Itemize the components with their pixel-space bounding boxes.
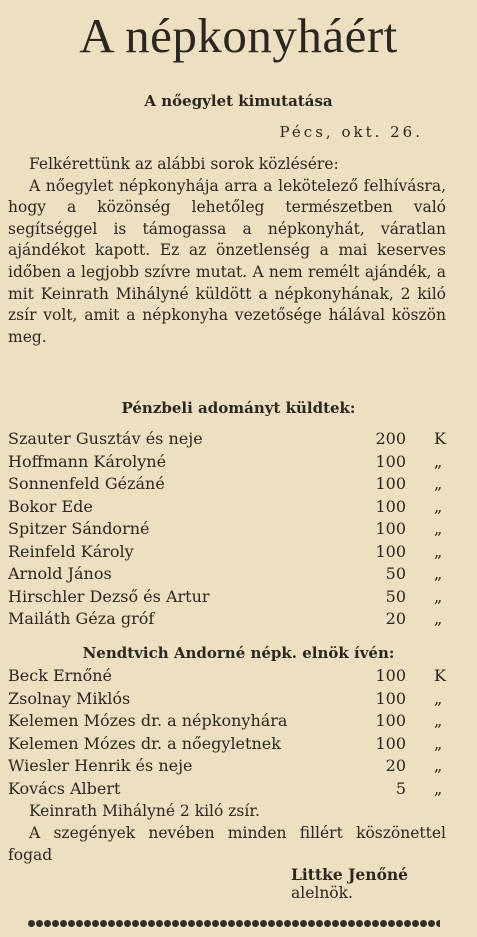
divider-dot — [204, 920, 211, 927]
divider-dot — [92, 920, 99, 927]
divider-dot — [148, 920, 155, 927]
donor-name: Wiesler Henrik és neje — [8, 756, 193, 775]
divider-dot — [332, 920, 339, 927]
donor-name: Mailáth Géza gróf — [8, 609, 155, 628]
divider-dot — [36, 920, 43, 927]
divider-dot — [284, 920, 291, 927]
divider-dot — [396, 920, 403, 927]
divider-dot — [188, 920, 195, 927]
donation-amount: 20 — [385, 756, 406, 775]
donor-name: Hirschler Dezső és Artur — [8, 586, 210, 606]
donor-name: Beck Ernőné — [8, 666, 113, 685]
donation-row — [8, 733, 454, 756]
divider-dot — [68, 920, 75, 927]
currency-mark: „ — [434, 586, 443, 606]
divider-dot — [356, 920, 363, 927]
donation-row — [8, 778, 454, 801]
divider-dot — [324, 920, 331, 927]
donation-amount: 20 — [385, 609, 406, 628]
currency-mark: „ — [434, 711, 443, 730]
currency-mark: „ — [434, 451, 443, 471]
divider-dot — [276, 920, 283, 927]
divider-dot — [76, 920, 83, 927]
divider-dot — [116, 920, 123, 927]
donation-amount: 100 — [375, 541, 406, 561]
cash-donations-list — [8, 428, 454, 631]
article-subtitle: A nőegylet kimutatása — [144, 92, 333, 110]
divider-dot — [372, 920, 379, 927]
divider-dot — [196, 920, 203, 927]
divider-dot — [380, 920, 387, 927]
donation-row — [8, 563, 454, 586]
divider-dot — [228, 920, 235, 927]
currency-mark: „ — [434, 756, 443, 775]
currency-mark: „ — [434, 609, 443, 628]
divider-dot — [244, 920, 251, 927]
divider-dot — [292, 920, 299, 927]
donation-row — [8, 755, 454, 778]
divider-dot — [124, 920, 131, 927]
currency-mark: „ — [434, 733, 443, 753]
signature-name: Littke Jenőné — [291, 865, 409, 884]
donor-name: Sonnenfeld Gézáné — [8, 474, 165, 493]
divider-dot — [268, 920, 275, 927]
donor-name: Reinfeld Károly — [8, 541, 134, 561]
divider-dot — [252, 920, 259, 927]
divider-dot — [28, 920, 35, 927]
donation-amount: 100 — [375, 711, 406, 730]
intro-paragraph: Felkérettünk az alábbi sorok közlésére: — [29, 155, 339, 173]
divider-dot — [100, 920, 107, 927]
divider-dot — [364, 920, 371, 927]
in-kind-donation: Keinrath Mihályné 2 kiló zsír. — [29, 802, 260, 820]
donation-row — [8, 518, 454, 541]
donation-amount: 100 — [375, 666, 406, 685]
divider-dot — [52, 920, 59, 927]
divider-dot — [412, 920, 419, 927]
donation-amount: 5 — [395, 778, 406, 798]
currency-mark: „ — [434, 496, 443, 516]
divider-dot — [132, 920, 139, 927]
divider-dot — [140, 920, 147, 927]
donation-row — [8, 688, 454, 711]
donation-amount: 200 — [375, 429, 406, 448]
donation-amount: 100 — [375, 474, 406, 493]
divider-dot — [348, 920, 355, 927]
divider-dot — [220, 920, 227, 927]
donor-name: Kelemen Mózes dr. a népkonyhára — [8, 711, 288, 730]
donor-name: Arnold János — [8, 564, 112, 583]
currency-mark: „ — [434, 688, 443, 708]
currency-mark: „ — [434, 564, 443, 583]
divider-dot — [60, 920, 67, 927]
divider-dot — [212, 920, 219, 927]
currency-mark: K — [434, 429, 446, 448]
divider-dot — [260, 920, 267, 927]
sheet-donations-list — [8, 665, 454, 800]
divider-dot — [420, 920, 427, 927]
currency-mark: „ — [434, 541, 443, 561]
donation-row — [8, 451, 454, 474]
donor-name: Bokor Ede — [8, 496, 93, 516]
donation-row — [8, 665, 454, 688]
ornamental-divider — [28, 918, 440, 928]
donation-row — [8, 710, 454, 733]
article-body — [8, 154, 446, 348]
currency-mark: K — [434, 666, 446, 685]
main-paragraph: A nőegylet népkonyhája arra a lekötelező felhívásra, hogy a közönség lehetőleg természetben való segítséggel is támogassa a népkonyhát, váratlan ajándékot kapott. Ez az önzetlenség a mai keserves időben a legjobb szívre mutat. A nem remélt ajándék, a mit Keinrath Mihályné küldött a népkonyhának, 2 kiló zsír volt, amit a népkonyha vezetősége hálával köszön meg. — [8, 176, 446, 346]
divider-dot — [84, 920, 91, 927]
divider-dot — [180, 920, 187, 927]
donor-name: Szauter Gusztáv és neje — [8, 429, 203, 448]
donation-amount: 50 — [385, 564, 406, 583]
donation-row — [8, 473, 454, 496]
divider-dot — [156, 920, 163, 927]
donation-row — [8, 496, 454, 519]
donation-row — [8, 541, 454, 564]
divider-dot — [300, 920, 307, 927]
signature-block — [291, 865, 408, 902]
donor-name: Kelemen Mózes dr. a nőegyletnek — [8, 733, 281, 753]
article-title: A népkonyháért — [79, 8, 398, 63]
divider-dot — [436, 920, 440, 927]
currency-mark: „ — [434, 778, 443, 798]
divider-dot — [340, 920, 347, 927]
currency-mark: „ — [434, 519, 443, 538]
donation-row — [8, 586, 454, 609]
donation-amount: 100 — [375, 496, 406, 516]
donation-row — [8, 608, 454, 631]
signature-role: alelnök. — [291, 884, 353, 902]
donation-row — [8, 428, 454, 451]
thanks-note: A szegények nevében minden fillért köszönettel fogad — [8, 824, 446, 864]
donor-name: Zsolnay Miklós — [8, 688, 131, 708]
divider-dot — [172, 920, 179, 927]
donation-amount: 100 — [375, 733, 406, 753]
donation-amount: 100 — [375, 688, 406, 708]
divider-dot — [164, 920, 171, 927]
divider-dot — [316, 920, 323, 927]
divider-dot — [44, 920, 51, 927]
divider-dot — [108, 920, 115, 927]
divider-dot — [428, 920, 435, 927]
divider-dot — [404, 920, 411, 927]
donation-amount: 50 — [385, 586, 406, 606]
sheet-donations-heading: Nendtvich Andorné népk. elnök ívén: — [82, 644, 395, 662]
dateline: Pécs, okt. 26. — [279, 123, 423, 141]
currency-mark: „ — [434, 474, 443, 493]
donor-name: Kovács Albert — [8, 778, 121, 798]
donation-amount: 100 — [375, 451, 406, 471]
donor-name: Hoffmann Károlyné — [8, 451, 167, 471]
divider-dot — [308, 920, 315, 927]
donation-amount: 100 — [375, 519, 406, 538]
cash-donations-heading: Pénzbeli adományt küldtek: — [121, 399, 356, 417]
divider-dot — [236, 920, 243, 927]
divider-dot — [388, 920, 395, 927]
donor-name: Spitzer Sándorné — [8, 519, 150, 538]
